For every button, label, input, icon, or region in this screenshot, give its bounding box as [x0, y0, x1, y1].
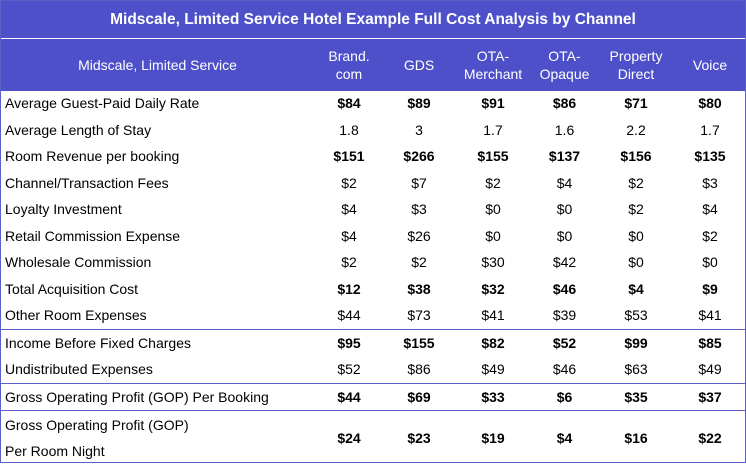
- row-label: [1, 411, 314, 464]
- table-row: [1, 249, 745, 276]
- cell-value: $3: [675, 170, 745, 197]
- cell-value: $85: [675, 329, 745, 356]
- cell-value: $80: [675, 90, 745, 117]
- cell-value: $52: [314, 356, 384, 383]
- cell-value: $6: [532, 383, 597, 411]
- cell-value: $266: [384, 143, 454, 170]
- table-row: [1, 411, 745, 464]
- cell-value: $53: [597, 302, 675, 329]
- table-row: [1, 223, 745, 250]
- cell-value: $35: [597, 383, 675, 411]
- cell-value: $4: [597, 276, 675, 303]
- cell-value: $46: [532, 356, 597, 383]
- cell-value: $155: [454, 143, 532, 170]
- row-label: Undistributed Expenses: [1, 356, 314, 383]
- row-label: Channel/Transaction Fees: [1, 170, 314, 197]
- cell-value: $19: [454, 411, 532, 464]
- cell-value: 3: [384, 117, 454, 144]
- cell-value: $30: [454, 249, 532, 276]
- cell-value: $0: [597, 223, 675, 250]
- cell-value: $42: [532, 249, 597, 276]
- cell-value: $0: [675, 249, 745, 276]
- cell-value: 1.7: [454, 117, 532, 144]
- cell-value: $73: [384, 302, 454, 329]
- cell-value: $44: [314, 302, 384, 329]
- cell-value: $7: [384, 170, 454, 197]
- cell-value: $22: [675, 411, 745, 464]
- cell-value: $12: [314, 276, 384, 303]
- cell-value: 1.8: [314, 117, 384, 144]
- cell-value: $16: [597, 411, 675, 464]
- cell-value: $151: [314, 143, 384, 170]
- table-row: [1, 329, 745, 356]
- cell-value: $46: [532, 276, 597, 303]
- row-label-header: Midscale, Limited Service: [1, 39, 314, 91]
- cell-value: $4: [314, 196, 384, 223]
- cell-value: $2: [675, 223, 745, 250]
- cell-value: $2: [314, 249, 384, 276]
- cell-value: $84: [314, 90, 384, 117]
- row-label: Income Before Fixed Charges: [1, 329, 314, 356]
- cell-value: $2: [314, 170, 384, 197]
- table-title: Midscale, Limited Service Hotel Example Full Cost Analysis by Channel: [1, 1, 745, 38]
- cell-value: $52: [532, 329, 597, 356]
- column-header-voice: Voice: [675, 39, 745, 91]
- cell-value: $41: [454, 302, 532, 329]
- cell-value: $137: [532, 143, 597, 170]
- cell-value: $2: [454, 170, 532, 197]
- row-label: Average Guest-Paid Daily Rate: [1, 90, 314, 117]
- cell-value: 2.2: [597, 117, 675, 144]
- cell-value: $63: [597, 356, 675, 383]
- row-label: Loyalty Investment: [1, 196, 314, 223]
- table-row: [1, 276, 745, 303]
- cell-value: $4: [675, 196, 745, 223]
- table-row: [1, 356, 745, 383]
- table-row: [1, 383, 745, 411]
- cell-value: $24: [314, 411, 384, 464]
- cell-value: $0: [597, 249, 675, 276]
- table-row: [1, 170, 745, 197]
- cell-value: $49: [454, 356, 532, 383]
- cell-value: $82: [454, 329, 532, 356]
- cell-value: $2: [384, 249, 454, 276]
- cell-value: $32: [454, 276, 532, 303]
- cell-value: $37: [675, 383, 745, 411]
- cell-value: $155: [384, 329, 454, 356]
- cell-value: $0: [454, 196, 532, 223]
- cell-value: $156: [597, 143, 675, 170]
- cell-value: $44: [314, 383, 384, 411]
- cell-value: $4: [314, 223, 384, 250]
- table-row: [1, 117, 745, 144]
- cell-value: $3: [384, 196, 454, 223]
- cell-value: $9: [675, 276, 745, 303]
- cell-value: $23: [384, 411, 454, 464]
- cell-value: $69: [384, 383, 454, 411]
- column-header-row: [1, 38, 745, 91]
- cell-value: $41: [675, 302, 745, 329]
- column-header-ota-opaque: OTA- Opaque: [532, 39, 597, 91]
- cell-value: $49: [675, 356, 745, 383]
- cell-value: $95: [314, 329, 384, 356]
- cell-value: $71: [597, 90, 675, 117]
- cell-value: $91: [454, 90, 532, 117]
- cell-value: $86: [384, 356, 454, 383]
- row-label: Total Acquisition Cost: [1, 276, 314, 303]
- row-label: Room Revenue per booking: [1, 143, 314, 170]
- cell-value: $135: [675, 143, 745, 170]
- data-grid: [1, 90, 745, 464]
- cell-value: $86: [532, 90, 597, 117]
- table-row: [1, 196, 745, 223]
- row-label-text: Gross Operating Profit (GOP) Per Room Night: [5, 412, 314, 464]
- cell-value: $99: [597, 329, 675, 356]
- table-row: [1, 302, 745, 329]
- column-header-gds: GDS: [384, 39, 454, 91]
- table-row: [1, 143, 745, 170]
- cell-value: $4: [532, 170, 597, 197]
- row-label: Wholesale Commission: [1, 249, 314, 276]
- column-header-property-direct: Property Direct: [597, 39, 675, 91]
- cell-value: 1.7: [675, 117, 745, 144]
- row-label: Other Room Expenses: [1, 302, 314, 329]
- cell-value: $38: [384, 276, 454, 303]
- column-header-brand-com: Brand. com: [314, 39, 384, 91]
- cell-value: 1.6: [532, 117, 597, 144]
- cell-value: $0: [532, 223, 597, 250]
- table-row: [1, 90, 745, 117]
- cell-value: $2: [597, 196, 675, 223]
- column-header-ota-merchant: OTA- Merchant: [454, 39, 532, 91]
- cell-value: $39: [532, 302, 597, 329]
- cell-value: $26: [384, 223, 454, 250]
- cell-value: $4: [532, 411, 597, 464]
- cell-value: $89: [384, 90, 454, 117]
- cell-value: $0: [532, 196, 597, 223]
- cell-value: $0: [454, 223, 532, 250]
- row-label: Retail Commission Expense: [1, 223, 314, 250]
- row-label: Gross Operating Profit (GOP) Per Booking: [1, 383, 314, 411]
- cell-value: $33: [454, 383, 532, 411]
- row-label: Average Length of Stay: [1, 117, 314, 144]
- cell-value: $2: [597, 170, 675, 197]
